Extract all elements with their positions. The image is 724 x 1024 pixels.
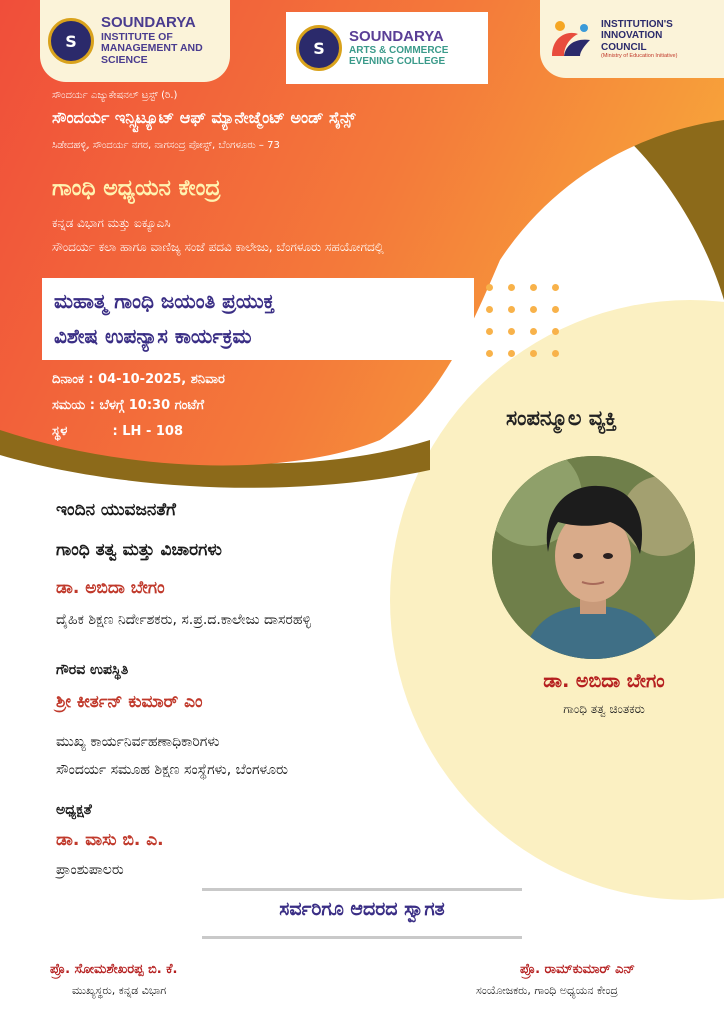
logo-mid-name: SOUNDARYA (349, 27, 444, 45)
venue-value: : LH - 108 (112, 424, 184, 439)
venue-label: ಸ್ಥಳ (52, 424, 68, 439)
gandhi-center-title: ಗಾಂಧಿ ಅಧ್ಯಯನ ಕೇಂದ್ರ (52, 176, 221, 201)
resource-person-photo (492, 456, 695, 659)
event-title-line1: ಮಹಾತ್ಮ ಗಾಂಧಿ ಜಯಂತಿ ಪ್ರಯುಕ್ತ (54, 289, 275, 313)
lecture-title-line2: ಗಾಂಧಿ ತತ್ವ ಮತ್ತು ವಿಚಾರಗಳು (56, 540, 222, 560)
resource-person-name: ಡಾ. ಅಬಿದಾ ಬೇಗಂ (543, 670, 665, 692)
decorative-dot (552, 306, 559, 313)
signature-right-role: ಸಂಯೋಜಕರು, ಗಾಂಧಿ ಅಧ್ಯಯನ ಕೇಂದ್ರ (476, 984, 618, 997)
guest-label: ಗೌರವ ಉಪಸ್ಥಿತಿ (56, 662, 129, 678)
decorative-dot (530, 284, 537, 291)
institute-address: ಸಿಡೇದಹಳ್ಳಿ, ಸೌಂದರ್ಯ ನಗರ, ನಾಗಸಂದ್ರ ಪೋಸ್ಟ್, ಬೆಂಗಳೂರು – 73 (52, 140, 280, 151)
event-time-row (52, 398, 204, 413)
date-value: 04-10-2025, ಶನಿವಾರ (98, 372, 225, 387)
decorative-dot (508, 350, 515, 357)
presidency-role: ಪ್ರಾಂಶುಪಾಲರು (56, 862, 124, 878)
signature-left-role: ಮುಖ್ಯಸ್ಥರು, ಕನ್ನಡ ವಿಭಾಗ (72, 984, 167, 997)
welcome-bottom-rule (202, 936, 522, 939)
decorative-dot (508, 328, 515, 335)
decorative-dot (486, 284, 493, 291)
presidency-label: ಅಧ್ಯಕ್ಷತೆ (56, 802, 92, 818)
college-emblem-icon: S (296, 25, 342, 71)
soundarya-evening-college-logo (286, 12, 488, 84)
decorative-dot (508, 284, 515, 291)
guest-role-line1: ಮುಖ್ಯ ಕಾರ್ಯನಿರ್ವಹಣಾಧಿಕಾರಿಗಳು (56, 734, 220, 750)
welcome-top-rule (202, 888, 522, 891)
event-venue-row (52, 424, 183, 439)
institute-name: ಸೌಂದರ್ಯ ಇನ್ಸ್ಟಿಟ್ಯೂಟ್ ಆಫ್ ಮ್ಯಾನೇಜ್ಮೆಂಟ್ ಅಂಡ್ ಸೈನ್ಸ್ (52, 108, 356, 127)
logo-left-name: SOUNDARYA (101, 14, 196, 32)
logo-left-line3: SCIENCE (101, 54, 148, 67)
time-label: ಸಮಯ : (52, 398, 95, 413)
lecture-speaker-name: ಡಾ. ಅಬಿದಾ ಬೇಗಂ (56, 578, 165, 598)
iic-icon (548, 16, 594, 62)
time-value: ಬೆಳಗ್ಗೆ 10:30 ಗಂಟೆಗೆ (99, 398, 205, 413)
decorative-dot (552, 284, 559, 291)
date-label: ದಿನಾಂಕ : (52, 372, 94, 387)
decorative-dot (486, 328, 493, 335)
organizing-department: ಕನ್ನಡ ವಿಭಾಗ ಮತ್ತು ಐಕ್ಯೂಎಸಿ (52, 216, 171, 230)
signature-right-name: ಪ್ರೊ. ರಾಮ್‌ಕುಮಾರ್ ಎನ್ (520, 962, 635, 977)
decorative-dot (552, 350, 559, 357)
trust-name: ಸೌಂದರ್ಯ ಎಜ್ಯುಕೇಷನಲ್ ಟ್ರಸ್ಟ್ (ರಿ.) (52, 90, 178, 101)
event-date-row (52, 372, 225, 387)
portrait-image (492, 456, 695, 659)
logo-mid-line1: ARTS & COMMERCE (349, 45, 449, 57)
decorative-dot (530, 350, 537, 357)
decorative-dot (552, 328, 559, 335)
iic-line3: COUNCIL (601, 41, 647, 53)
decorative-dot (530, 306, 537, 313)
decorative-dot (508, 306, 515, 313)
collaboration-line: ಸೌಂದರ್ಯ ಕಲಾ ಹಾಗೂ ವಾಣಿಜ್ಯ ಸಂಜೆ ಪದವಿ ಕಾಲೇಜು, ಬೆಂಗಳೂರು ಸಹಯೋಗದಲ್ಲಿ (52, 240, 384, 254)
soundarya-institute-logo (40, 0, 230, 82)
guest-role-line2: ಸೌಂದರ್ಯ ಸಮೂಹ ಶಿಕ್ಷಣ ಸಂಸ್ಥೆಗಳು, ಬೆಂಗಳೂರು (56, 762, 288, 778)
welcome-message: ಸರ್ವರಿಗೂ ಆದರದ ಸ್ವಾಗತ (279, 898, 445, 920)
resource-person-heading: ಸಂಪನ್ಮೂಲ ವ್ಯಕ್ತಿ (506, 406, 617, 430)
lecture-speaker-role: ದೈಹಿಕ ಶಿಕ್ಷಣ ನಿರ್ದೇಶಕರು, ಸ.ಪ್ರ.ದ.ಕಾಲೇಜು ದಾಸರಹಳ್ಳಿ (56, 612, 312, 628)
guest-name: ಶ್ರೀ ಕೀರ್ತನ್ ಕುಮಾರ್ ಎಂ (56, 692, 203, 712)
iic-line1: INSTITUTION'S (601, 18, 673, 30)
event-title-line2: ವಿಶೇಷ ಉಪನ್ಯಾಸ ಕಾರ್ಯಕ್ರಮ (54, 324, 252, 348)
decorative-dot (486, 350, 493, 357)
decorative-dot (486, 306, 493, 313)
iic-small: (Ministry of Education Initiative) (601, 53, 678, 60)
logo-left-line2: MANAGEMENT AND (101, 42, 203, 55)
event-title-band (42, 278, 474, 360)
college-emblem-icon: S (48, 18, 94, 64)
logo-left-line1: INSTITUTE OF (101, 30, 173, 43)
resource-person-role: ಗಾಂಧಿ ತತ್ವ ಚಿಂತಕರು (563, 702, 645, 716)
signature-left-name: ಪ್ರೊ. ಸೋಮಶೇಖರಪ್ಪ ಬಿ. ಕೆ. (50, 962, 178, 977)
lecture-title-line1: ಇಂದಿನ ಯುವಜನತೆಗೆ (56, 500, 176, 520)
iic-logo (540, 0, 724, 78)
decorative-dot (530, 328, 537, 335)
presidency-name: ಡಾ. ವಾಸು ಬಿ. ಎ. (56, 830, 164, 850)
iic-line2: INNOVATION (601, 30, 663, 42)
logo-mid-line2: EVENING COLLEGE (349, 56, 446, 68)
